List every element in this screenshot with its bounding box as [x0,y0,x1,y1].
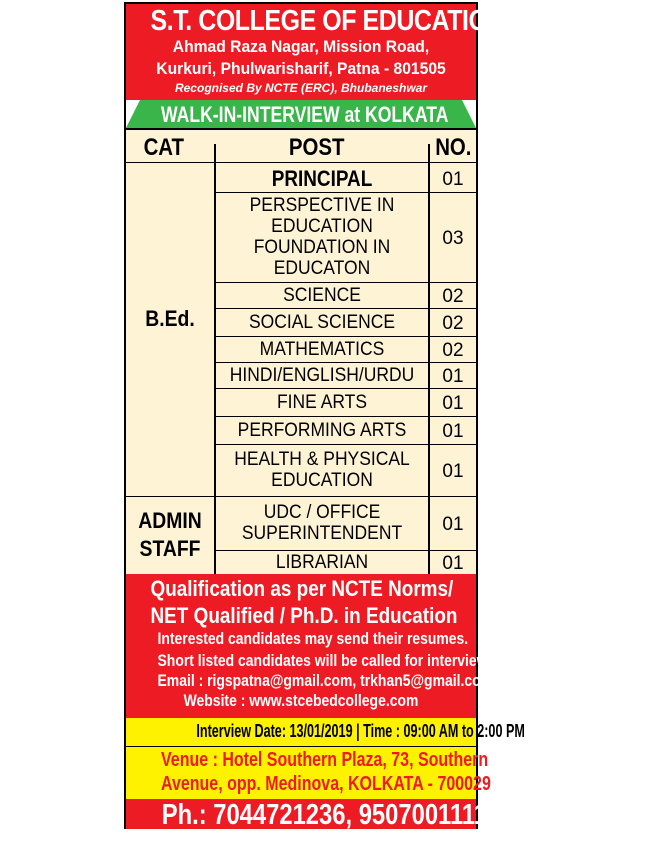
post-line: EDUCATION [271,216,373,237]
post-line: FINE ARTS [276,391,368,413]
walkin-text: WALK-IN-INTERVIEW at KOLKATA [161,102,449,127]
qualification-line-1: Qualification as per NCTE Norms/ [150,576,454,601]
post-cell [216,388,428,416]
count-cell: 02 [442,285,464,307]
post-line: PRINCIPAL [271,165,373,191]
website-line: Website : www.stcebedcollege.com [183,691,419,710]
walkin-banner [126,100,476,128]
post-line: MATHEMATICS [259,338,385,360]
shortlist-note: Short listed candidates will be called for interview. [157,651,491,670]
header-banner [126,4,506,100]
post-line: UDC / OFFICE [263,502,381,523]
venue-line-2: Avenue, opp. Medinova, KOLKATA - 700029 [161,773,491,795]
count-cell: 01 [442,420,464,442]
category-admin-line2: STAFF [139,536,201,561]
post-cell [216,192,428,282]
post-cell [216,282,428,308]
post-cell [216,362,428,388]
category-bed: B.Ed. [145,306,195,331]
post-line: SUPERINTENDENT [241,523,403,544]
post-line: PERSPECTIVE IN [249,195,395,216]
job-advertisement [124,2,525,831]
post-cell [216,164,428,192]
count-cell: 01 [442,168,464,190]
interview-date-bar [126,718,525,747]
recognition-line: Recognised By NCTE (ERC), Bhubaneshwar [174,81,428,95]
post-cell [216,496,428,550]
post-cell [216,444,428,496]
count-cell: 02 [442,312,464,334]
qualification-line-2: NET Qualified / Ph.D. in Education [150,603,458,628]
count-cell: 01 [442,392,464,414]
post-cell [216,416,428,444]
post-line: FOUNDATION IN [253,237,391,258]
email-line: Email : rigspatna@gmail.com, trkhan5@gmail.com [157,671,494,690]
post-line: SCIENCE [283,284,361,306]
post-line: EDUCATON [273,258,371,279]
venue-line-1: Venue : Hotel Southern Plaza, 73, Southern [161,749,489,771]
venue-panel [126,747,491,799]
resume-note: Interested candidates may send their resumes. [157,629,469,648]
count-cell: 02 [442,339,464,361]
post-cell [216,336,428,362]
interview-date-text: Interview Date: 13/01/2019 | Time : 09:00 AM to 2:00 PM [196,721,525,741]
count-cell: 03 [442,227,464,249]
post-cell [216,550,428,574]
post-line: PERFORMING ARTS [237,419,407,441]
header-no: NO. [435,134,472,161]
post-line: HEALTH & PHYSICAL [234,449,410,470]
post-cell [216,308,428,336]
count-cell: 01 [442,552,464,574]
header-post: POST [288,134,345,161]
category-admin-line1: ADMIN [138,508,202,533]
count-cell: 01 [442,460,464,482]
count-cell: 01 [442,513,464,535]
post-line: LIBRARIAN [275,551,369,573]
count-cell: 01 [442,365,464,387]
phone-bar [126,799,488,831]
phone-numbers: Ph.: 7044721236, 9507001111 [161,799,488,831]
header-cat: CAT [143,134,184,161]
college-title: S.T. COLLEGE OF EDUCATION [150,5,506,37]
address-line-1: Ahmad Raza Nagar, Mission Road, [172,37,430,56]
address-line-2: Kurkuri, Phulwarisharif, Patna - 801505 [156,59,446,78]
vacancy-table [126,128,476,574]
post-line: EDUCATION [271,470,373,491]
post-line: HINDI/ENGLISH/URDU [229,364,415,386]
post-line: SOCIAL SCIENCE [248,311,396,333]
qualification-panel [126,574,494,718]
